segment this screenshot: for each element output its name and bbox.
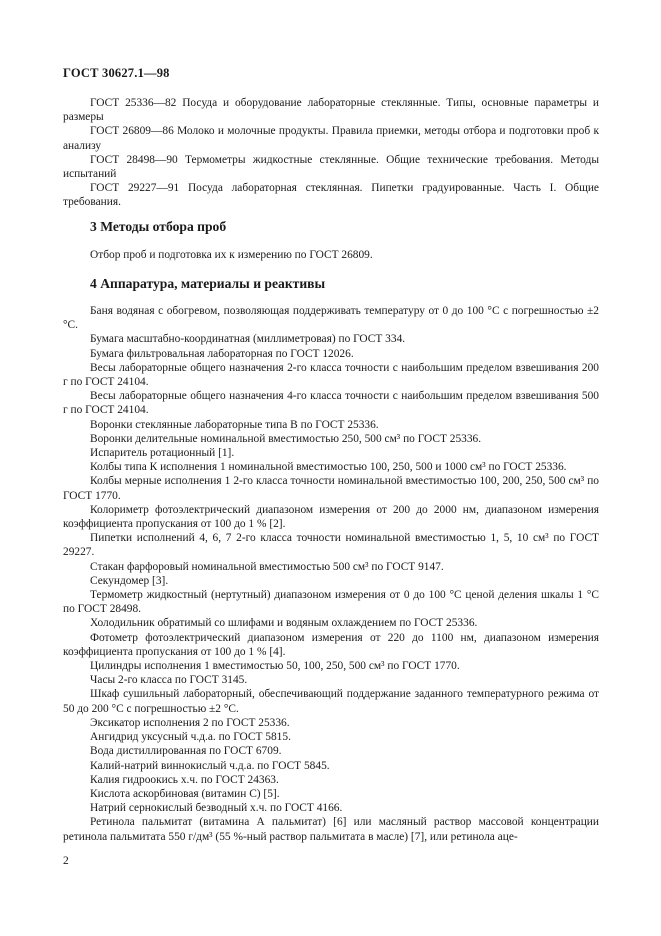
document-code-header: ГОСТ 30627.1—98 — [63, 66, 170, 80]
equipment-item: Кислота аскорбиновая (витамин С) [5]. — [90, 787, 280, 800]
equipment-item: Шкаф сушильный лабораторный, обеспечивающий поддержание заданного температурного режима от 50 до 200 °С с погрешностью ±2 °С. — [63, 688, 599, 715]
equipment-item: Пипетки исполнений 4, 6, 7 2-го класса точности номинальной вместимостью 1, 5, 10 см³ по ГОСТ 29227. — [63, 532, 599, 559]
equipment-item: Испаритель ротационный [1]. — [90, 447, 235, 460]
equipment-item: Термометр жидкостный (нертутный) диапазоном измерения от 0 до 100 °С ценой деления шкалы 1 °С по ГОСТ 28498. — [63, 589, 599, 616]
equipment-item: Вода дистиллированная по ГОСТ 6709. — [90, 745, 282, 758]
section-3-text: Отбор проб и подготовка их к измерению по ГОСТ 26809. — [90, 249, 373, 261]
equipment-item: Колориметр фотоэлектрический диапазоном измерения от 200 до 2000 нм, диапазоном измерения коэффициента пропускания от 100 до 1 % [2]. — [63, 503, 599, 531]
equipment-item: Ретинола пальмитат (витамина А пальмитат) [6] или масляный раствор массовой концентрации ретинола пальмитата 550 г/дм³ (55 %-ный раствор пальмитата в масле) [7], или ретинола аце- — [63, 816, 599, 843]
reference-item: ГОСТ 28498—90 Термометры жидкостные стеклянные. Общие технические требования. Методы испытаний — [63, 153, 599, 181]
section-4-heading: 4 Аппаратура, материалы и реактивы — [90, 276, 326, 291]
equipment-item: Цилиндры исполнения 1 вместимостью 50, 100, 250, 500 см³ по ГОСТ 1770. — [90, 660, 460, 673]
equipment-item: Калия гидроокись х.ч. по ГОСТ 24363. — [90, 773, 279, 786]
equipment-item: Воронки делительные номинальной вместимостью 250, 500 см³ по ГОСТ 25336. — [90, 432, 482, 445]
equipment-item: Натрий сернокислый безводный х.ч. по ГОСТ 4166. — [90, 802, 343, 815]
equipment-item: Стакан фарфоровый номинальной вместимостью 500 см³ по ГОСТ 9147. — [90, 560, 444, 573]
reference-item: ГОСТ 25336—82 Посуда и оборудование лабораторные стеклянные. Типы, основные параметры и размеры — [63, 97, 599, 124]
reference-item: ГОСТ 26809—86 Молоко и молочные продукты. Правила приемки, методы отбора и подготовки проб к анализу — [63, 125, 599, 152]
equipment-item: Колбы мерные исполнения 1 2-го класса точности номинальной вместимостью 100, 200, 250, 500 см³ по ГОСТ 1770. — [63, 475, 599, 502]
equipment-item: Калий-натрий виннокислый ч.д.а. по ГОСТ 5845. — [90, 759, 330, 772]
equipment-item: Воронки стеклянные лабораторные типа В по ГОСТ 25336. — [90, 418, 379, 431]
equipment-item: Эксикатор исполнения 2 по ГОСТ 25336. — [90, 716, 290, 729]
equipment-item: Ангидрид уксусный ч.д.а. по ГОСТ 5815. — [90, 731, 291, 744]
reference-item: ГОСТ 29227—91 Посуда лабораторная стеклянная. Пипетки градуированные. Часть I. Общие требования. — [63, 182, 599, 209]
equipment-item: Холодильник обратимый со шлифами и водяным охлаждением по ГОСТ 25336. — [90, 617, 478, 630]
section-3-heading: 3 Методы отбора проб — [90, 219, 227, 234]
equipment-item: Фотометр фотоэлектрический диапазоном измерения от 220 до 1100 нм, диапазоном измерения коэффициента пропускания от 100 до 1 % [4]. — [63, 631, 599, 658]
equipment-item: Колбы типа К исполнения 1 номинальной вместимостью 100, 250, 500 и 1000 см³ по ГОСТ 25336. — [90, 461, 567, 474]
equipment-item: Часы 2-го класса по ГОСТ 3145. — [90, 674, 248, 687]
page-number: 2 — [63, 855, 69, 867]
normative-references — [63, 96, 599, 210]
equipment-item: Весы лабораторные общего назначения 4-го класса точности с наибольшим пределом взвешивания 500 г по ГОСТ 24104. — [63, 390, 599, 417]
equipment-item: Бумага фильтровальная лабораторная по ГОСТ 12026. — [90, 347, 354, 360]
equipment-item: Весы лабораторные общего назначения 2-го класса точности с наибольшим пределом взвешивания 200 г по ГОСТ 24104. — [63, 361, 599, 389]
equipment-item: Баня водяная с обогревом, позволяющая поддерживать температуру от 0 до 100 °С с погрешностью ±2 °С. — [63, 305, 599, 332]
equipment-item: Секундомер [3]. — [90, 574, 169, 587]
equipment-list — [63, 304, 599, 844]
equipment-item: Бумага масштабно-координатная (миллиметровая) по ГОСТ 334. — [90, 333, 406, 346]
section-3-body — [63, 248, 599, 262]
